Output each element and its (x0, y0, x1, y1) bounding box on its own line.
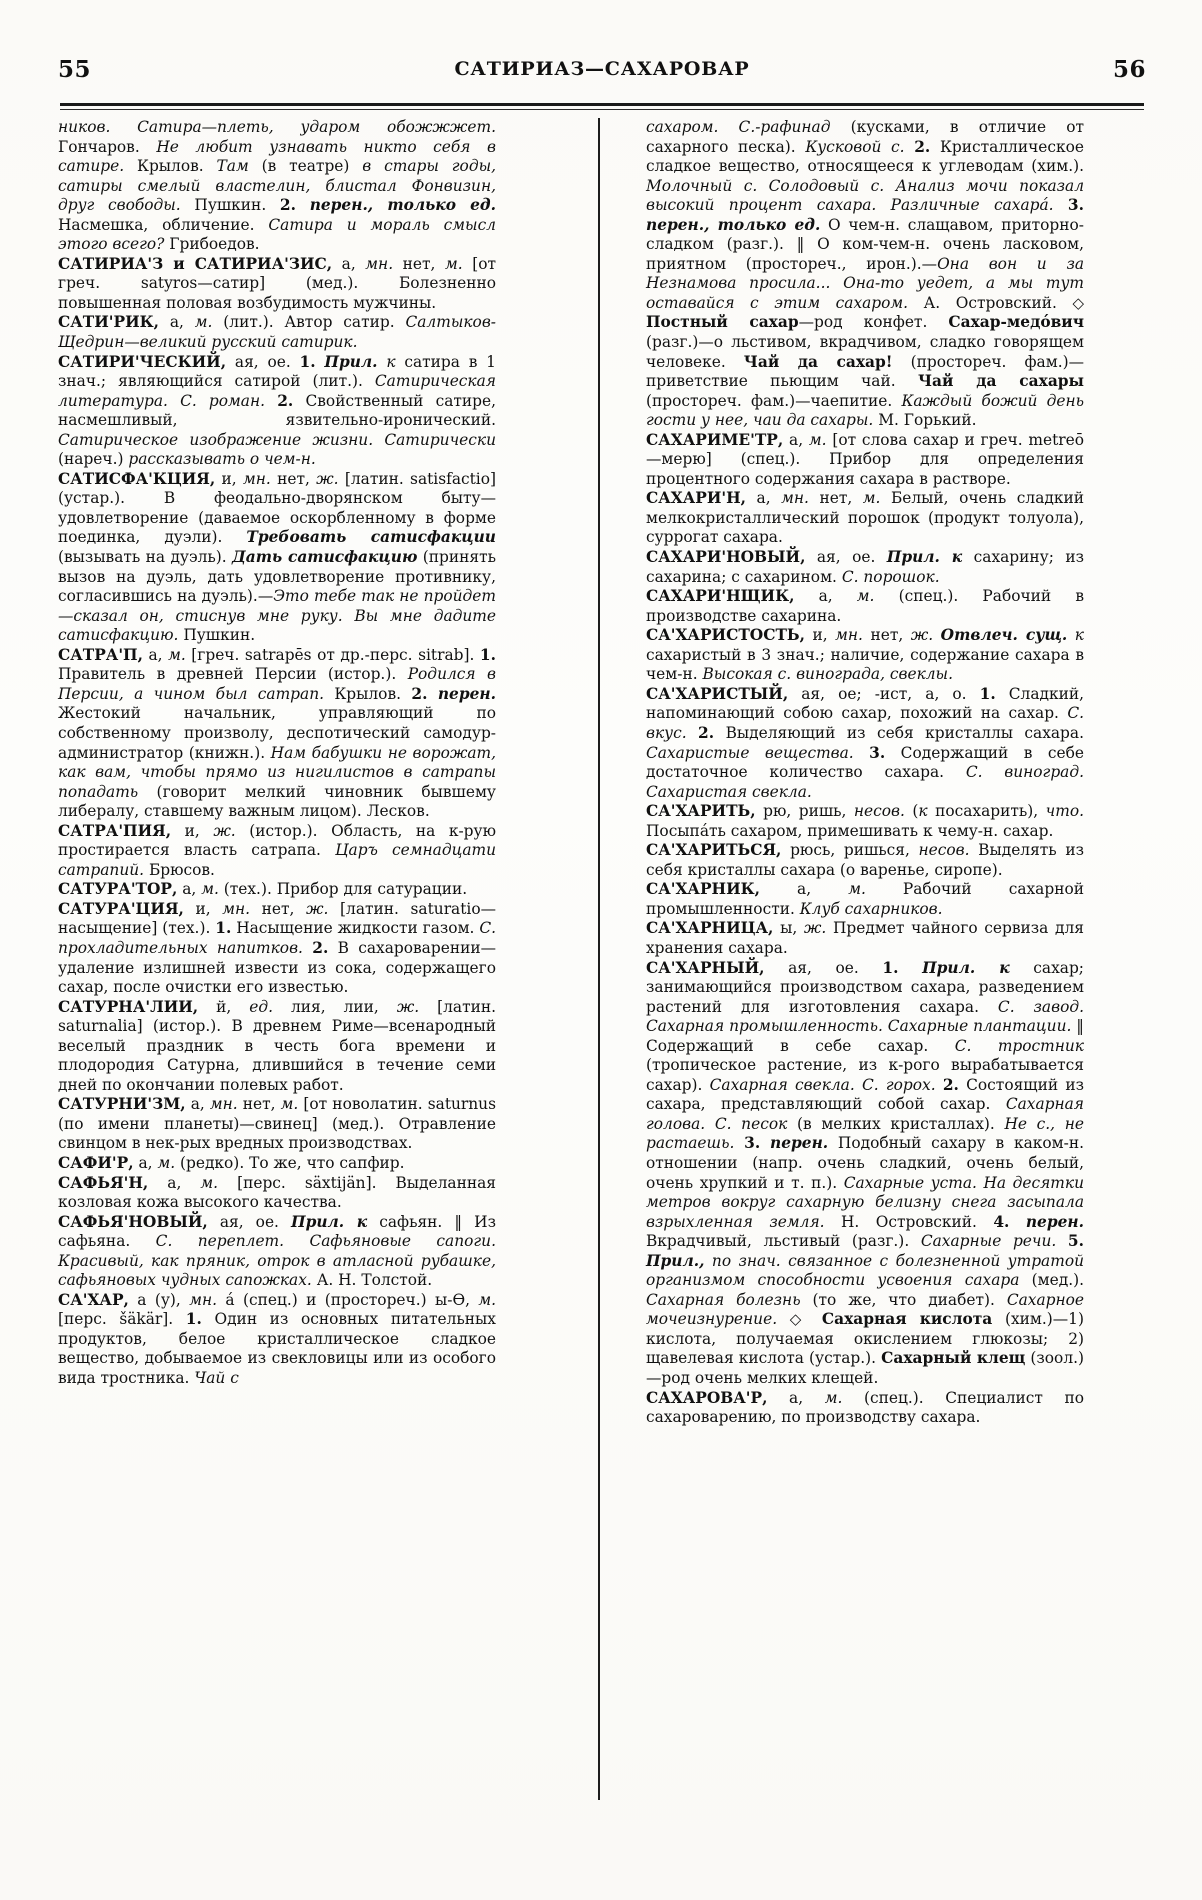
header-rule-thick (60, 103, 1144, 106)
dictionary-entry: САТИСФА'КЦИЯ, и, мн. нет, ж. [латин. satisfactio] (устар.). В феодально-дворянском быту—удовлетворение (даваемое оскорбленному в форме поединка, дуэли). Требовать сатисфакции (вызывать на дуэль). Дать сатисфакцию (принять вызов на дуэль, дать удовлетворение противнику, согласившись на дуэль).—Это тебе так не пройдет—сказал он, стиснув мне руку. Вы мне дадите сатисфакцию. Пушкин. (58, 469, 497, 645)
dictionary-entry: СА'ХАРНИК, а, м. Рабочий сахарной промышленности. Клуб сахарников. (646, 880, 1084, 918)
dictionary-entry: САХАРОВА'Р, а, м. (спец.). Специалист по сахароварению, по производству сахара. (646, 1388, 1084, 1427)
dictionary-entry: САТИРИ'ЧЕСКИЙ, ая, ое. 1. Прил. к сатира в 1 знач.; являющийся сатирой (лит.). Сатирическая литература. С. роман. 2. Свойственный сатире, насмешливый, язвительно-иронический. Сатирическое изображение жизни. Сатирически (нареч.) рассказывать о чем-н. (58, 352, 496, 469)
dictionary-entry: САТУРНА'ЛИИ, й, ед. лия, лии, ж. [латин. saturnalia] (истор.). В древнем Риме—всенародный веселый праздник в честь бога времени и плодородия Сатурна, длившийся в течение семи дней по окончании полевых работ. (58, 997, 497, 1094)
folio-right: 56 (1112, 55, 1146, 83)
dictionary-entry: САТРА'ПИЯ, и, ж. (истор.). Область, на к-рую простирается власть сатрапа. Царъ семнадцати сатрапий. Брюсов. (58, 821, 497, 879)
entry-continuation: сахаром. С.-рафинад (кусками, в отличие от сахарного песка). Кусковой с. 2. Кристаллическое сладкое вещество, относящееся к углеводам (хим.). Молочный с. Солодовый с. Анализ мочи показал высокий процент сахара. Различные сахарá. 3. перен., только ед. О чем-н. слащавом, приторно-сладком (разг.). ‖ О ком-чем-н. очень ласковом, приятном (простореч., ирон.).—Она вон и за Незнамова просила... Она-то уедет, а мы тут оставайся с этим сахаром. А. Островский. ◇ Постный сахар—род конфет. Сахар-медóвич (разг.)—о льстивом, вкрадчивом, сладко говорящем человеке. Чай да сахар! (простореч. фам.)—приветствие пьющим чай. Чай да сахары (простореч. фам.)—чаепитие. Каждый божий день гости у нее, чаи да сахары. М. Горький. (646, 118, 1085, 430)
dictionary-entry: САТУРНИ'ЗМ, а, мн. нет, м. [от новолатин. saturnus (по имени планеты)—свинец] (мед.). Отравление свинцом в нек-рых вредных производствах. (58, 1095, 496, 1153)
dictionary-entry: САТРА'П, а, м. [греч. satrapēs от др.-перс. sitrab]. 1. Правитель в древней Персии (истор.). Родился в Персии, а чином был сатрап. Крылов. 2. перен. Жестокий начальник, управляющий по собственному произволу, деспотический самодур-администратор (книжн.). Нам бабушки не ворожат, как вам, чтобы прямо из нигилистов в сатрапы попадать (говорит мелкий чиновник бывшему либералу, ставшему важным лицом). Лесков. (58, 645, 497, 821)
dictionary-entry: СА'ХАРИСТОСТЬ, и, мн. нет, ж. Отвлеч. сущ. к сахаристый в 3 знач.; наличие, содержание сахара в чем-н. Высокая с. винограда, свеклы. (646, 626, 1084, 684)
column-divider-rule (598, 118, 600, 1800)
dictionary-entry: СА'ХАР, а (у), мн. á (спец.) и (простореч.) ы-Ѳ, м. [перс. šäkär]. 1. Один из основных питательных продуктов, белое кристаллическое сладкое вещество, добываемое из свекловицы или из особого вида тростника. Чай с (58, 1290, 497, 1387)
dictionary-entry: САХАРИМЕ'ТР, а, м. [от слова сахар и греч. metreō—мерю] (спец.). Прибор для определения процентного содержания сахара в растворе. (646, 430, 1084, 488)
dictionary-entry: СА'ХАРИТЬ, рю, ришь, несов. (к посахарить), что. Посыпáть сахаром, примешивать к чему-н. сахар. (646, 802, 1084, 840)
dictionary-entry: САФЬЯ'Н, а, м. [перс. säxtijän]. Выделанная козловая кожа высокого качества. (58, 1173, 496, 1212)
dictionary-entry: САФЬЯ'НОВЫЙ, ая, ое. Прил. к сафьян. ‖ Из сафьяна. С. переплет. Сафьяновые сапоги. Красивый, как пряник, отрок в атласной рубашке, сафьяновых чудных сапожках. А. Н. Толстой. (58, 1212, 496, 1290)
dictionary-entry: САТИРИА'З и САТИРИА'ЗИС, а, мн. нет, м. [от греч. satyros—сатир] (мед.). Болезненно повышенная половая возбудимость мужчины. (58, 254, 497, 312)
dictionary-entry: САХАРИ'НЩИК, а, м. (спец.). Рабочий в производстве сахарина. (646, 587, 1084, 625)
dictionary-entry: САХАРИ'Н, а, мн. нет, м. Белый, очень сладкий мелкокристаллический порошок (продукт толуола), суррогат сахара. (646, 489, 1084, 547)
running-head (58, 52, 1146, 86)
dictionary-entry: СА'ХАРИТЬСЯ, рюсь, ришься, несов. Выделять из себя кристаллы сахара (о варенье, сиропе). (646, 841, 1084, 879)
dictionary-entry: СА'ХАРНИЦА, ы, ж. Предмет чайного сервиза для хранения сахара. (646, 919, 1084, 957)
right-text-column (646, 118, 1084, 1428)
entry-continuation: ников. Сатира—плеть, ударом обожжжет. Гончаров. Не любит узнавать никто себя в сатире. Крылов. Там (в театре) в стары годы, сатиры смелый властелин, блистал Фонвизин, друг свободы. Пушкин. 2. перен., только ед. Насмешка, обличение. Сатира и мораль смысл этого всего? Грибоедов. (58, 118, 497, 254)
dictionary-entry: СА'ХАРНЫЙ, ая, ое. 1. Прил. к сахар; занимающийся производством сахара, разведением растений для изготовления сахара. С. завод. Сахарная промышленность. Сахарные плантации. ‖ Содержащий в себе сахар. С. тростник (тропическое растение, из к-рого вырабатывается сахар). Сахарная свекла. С. горох. 2. Состоящий из сахара, представляющий собой сахар. Сахарная голова. С. песок (в мелких кристаллах). Не с., не растаешь. 3. перен. Подобный сахару в каком-н. отношении (напр. очень сладкий, очень белый, очень хрупкий и т. п.). Сахарные уста. На десятки метров вокруг сахарную белизну снега засыпала взрыхленная земля. Н. Островский. 4. перен. Вкрадчивый, льстивый (разг.). Сахарные речи. 5. Прил., по знач. связанное с болезненной утратой организмом способности усвоения сахара (мед.). Сахарная болезнь (то же, что диабет). Сахарное мочеизнурение. ◇ Сахарная кислота (хим.)—1) кислота, получаемая окислением глюкозы; 2) щавелевая кислота (устар.). Сахарный клещ (зоол.)—род очень мелких клещей. (646, 958, 1085, 1387)
running-title: САТИРИАЗ—САХАРОВАР (454, 58, 750, 80)
dictionary-entry: СА'ХАРИСТЫЙ, ая, ое; -ист, а, о. 1. Сладкий, напоминающий собою сахар, похожий на сахар. С. вкус. 2. Выделяющий из себя кристаллы сахара. Сахаристые вещества. 3. Содержащий в себе достаточное количество сахара. С. виноград. Сахаристая свекла. (646, 684, 1085, 801)
left-text-column (58, 118, 496, 1389)
dictionary-entry: САТУРА'ТОР, а, м. (тех.). Прибор для сатурации. (58, 880, 468, 899)
folio-left: 55 (58, 55, 92, 83)
dictionary-entry: САФИ'Р, а, м. (редко). То же, что сапфир. (58, 1153, 405, 1172)
dictionary-entry: САТУРА'ЦИЯ, и, мн. нет, ж. [латин. saturatio—насыщение] (тех.). 1. Насыщение жидкости газом. С. прохладительных напитков. 2. В сахароварении—удаление излишней извести из сока, содержащего сахар, после очистки его известью. (58, 899, 496, 997)
header-rule-thin (60, 109, 1144, 110)
dictionary-entry: САХАРИ'НОВЫЙ, ая, ое. Прил. к сахарину; из сахарина; с сахарином. С. порошок. (646, 548, 1084, 586)
dictionary-entry: САТИ'РИК, а, м. (лит.). Автор сатир. Салтыков-Щедрин—великий русский сатирик. (58, 313, 496, 352)
